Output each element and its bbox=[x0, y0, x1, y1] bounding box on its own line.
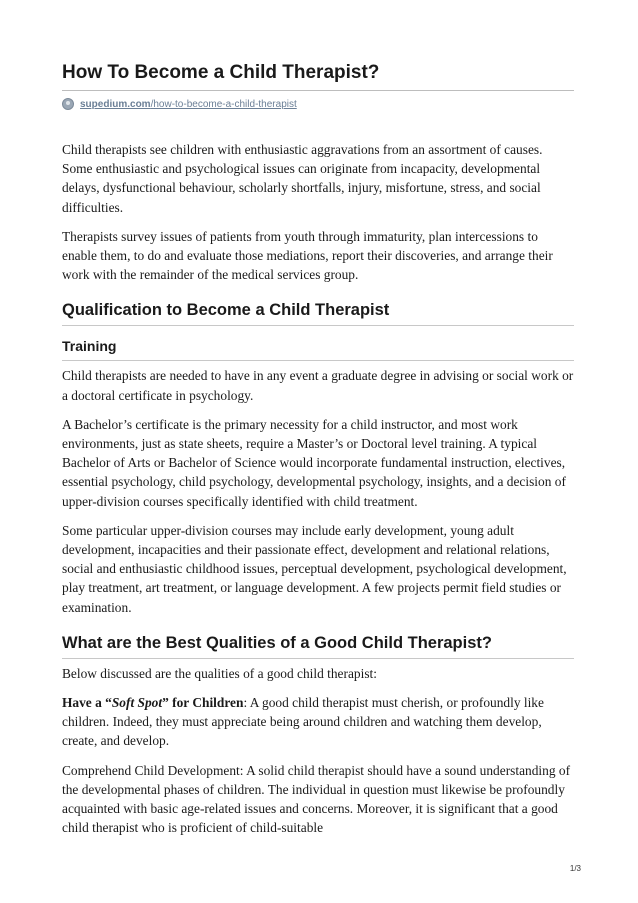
source-url-link[interactable] bbox=[80, 99, 297, 110]
qualification-section-header bbox=[62, 299, 574, 326]
training-heading: Training bbox=[62, 338, 117, 355]
soft-spot-lead: Have a “Soft Spot” for Children bbox=[62, 695, 244, 711]
qualities-intro: Below discussed are the qualities of a good child therapist: bbox=[62, 665, 377, 681]
qualities-section-header bbox=[62, 632, 574, 659]
intro-paragraph-2: Therapists survey issues of patients from youth through immaturity, plan intercessions to enable them, to do and evaluate those mediations, report their discoveries, and arrange their work with the remainder of the medical services group. bbox=[62, 228, 553, 283]
source-line bbox=[62, 96, 574, 112]
qualification-heading: Qualification to Become a Child Therapist bbox=[62, 301, 390, 320]
document-page bbox=[62, 60, 574, 837]
soft-spot-paragraph bbox=[62, 693, 574, 751]
training-paragraph-1: Child therapists are needed to have in any event a graduate degree in advising or social work or a doctoral certificate in psychology. bbox=[62, 368, 574, 403]
site-favicon-icon bbox=[62, 98, 74, 110]
qualities-heading: What are the Best Qualities of a Good Child Therapist? bbox=[62, 633, 492, 652]
intro-paragraph-1: Child therapists see children with enthusiastic aggravations from an assortment of causes. Some enthusiastic and psychological issues can originate from incapacity, developmental delays, dysfunctional behaviour, scholarly shortfalls, injury, misfortune, stress, and social difficulties. bbox=[62, 142, 543, 215]
page-number: 1/3 bbox=[569, 864, 581, 873]
training-subsection-header bbox=[62, 336, 574, 361]
comprehend-paragraph: Comprehend Child Development: A solid child therapist should have a sound understanding of the developmental phases of children. The individual in question must likewise be profoundly acquainted with basic age-related issues and concerns. Moreover, it is significant that a good child therapist who is proficient of child-suitable bbox=[62, 762, 571, 836]
section-divider bbox=[62, 325, 574, 326]
soft-spot-text: : A good child therapist must cherish, or profoundly like children. Indeed, they must appreciate being around children and watching them develop, create, and develop. bbox=[62, 695, 544, 749]
training-paragraph-2: A Bachelor’s certificate is the primary necessity for a child instructor, and most work environments, just as state sheets, require a Master’s or Doctoral level training. A typical Bachelor of Arts or Bachelor of Science would incorporate fundamental instruction, electives, essential psychology, child psychology, developmental psychology, insights, and a decision of upper-division courses specifically identified with child treatment. bbox=[62, 416, 566, 509]
training-paragraph-3: Some particular upper-division courses may include early development, young adult development, incapacities and their passionate effect, development and relational relations, social and enthusiastic childhood issues, perceptual development, psychological development, play treatment, art treatment, or language development. A few projects permit field studies or examination. bbox=[62, 522, 567, 615]
source-path: /how-to-become-a-child-therapist bbox=[150, 98, 297, 110]
section-divider bbox=[62, 658, 574, 659]
source-domain: supedium.com bbox=[80, 98, 151, 110]
subsection-divider bbox=[62, 360, 574, 361]
title-divider bbox=[62, 90, 574, 91]
page-title: How To Become a Child Therapist? bbox=[62, 62, 380, 83]
